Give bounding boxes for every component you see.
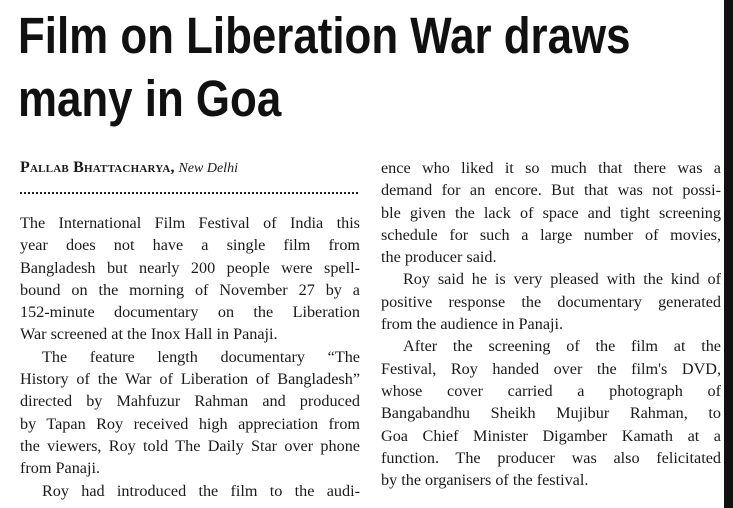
text-line: demand for an encore. But that was not possi- xyxy=(381,181,721,200)
text-line: 152-minute documentary on the Liberation xyxy=(20,303,360,322)
text-line: whose cover carried a photograph of xyxy=(381,381,721,400)
text-line: Roy said he is very pleased with the kind of xyxy=(403,270,721,289)
text-line: ble given the lack of space and tight screening xyxy=(381,203,721,222)
text-line: Bangabandhu Sheikh Mujibur Rahman, to xyxy=(381,404,721,423)
text-line: The International Film Festival of India this xyxy=(20,214,360,232)
text-line: War screened at the Inox Hall in Panaji. xyxy=(20,325,278,344)
byline xyxy=(20,159,370,178)
text-line: Roy had introduced the film to the audi- xyxy=(42,481,360,500)
byline-location: New Delhi xyxy=(178,161,238,176)
text-line: History of the War of Liberation of Bangladesh” xyxy=(20,370,360,389)
article-column-left xyxy=(20,212,360,502)
text-line: Goa Chief Minister Digamber Kamath at a xyxy=(381,426,721,445)
headline-line-1: Film on Liberation War draws xyxy=(18,7,631,64)
text-line: from the audience in Panaji. xyxy=(381,315,564,334)
text-line: Festival, Roy handed over the film's DVD, xyxy=(381,359,721,378)
text-line: positive response the documentary generated xyxy=(381,292,721,311)
text-line: The feature length documentary “The xyxy=(42,347,360,366)
clipping-edge-rule xyxy=(724,0,733,508)
article-column-right xyxy=(381,157,721,491)
byline-author: Pallab Bhattacharya, xyxy=(20,159,175,176)
text-line: the producer said. xyxy=(381,248,497,267)
text-line: After the screening of the film at the xyxy=(403,337,721,356)
text-line: directed by Mahfuzur Rahman and produced xyxy=(20,392,360,411)
text-line: Bangladesh but nearly 200 people were spell- xyxy=(20,258,360,277)
dotted-divider xyxy=(20,192,358,194)
text-line: schedule for such a large number of movies, xyxy=(381,225,721,244)
text-line: bound on the morning of November 27 by a xyxy=(20,280,360,299)
text-line: by the organisers of the festival. xyxy=(381,471,589,490)
headline xyxy=(18,4,631,130)
text-line: function. The producer was also felicitated xyxy=(381,448,721,467)
headline-line-2: many in Goa xyxy=(18,70,282,127)
text-line: from Panaji. xyxy=(20,459,101,478)
text-line: ence who liked it so much that there was a xyxy=(381,159,721,177)
text-line: year does not have a single film from xyxy=(20,236,360,255)
text-line: the viewers, Roy told The Daily Star over phone xyxy=(20,436,360,455)
text-line: by Tapan Roy received high appreciation from xyxy=(20,414,360,433)
